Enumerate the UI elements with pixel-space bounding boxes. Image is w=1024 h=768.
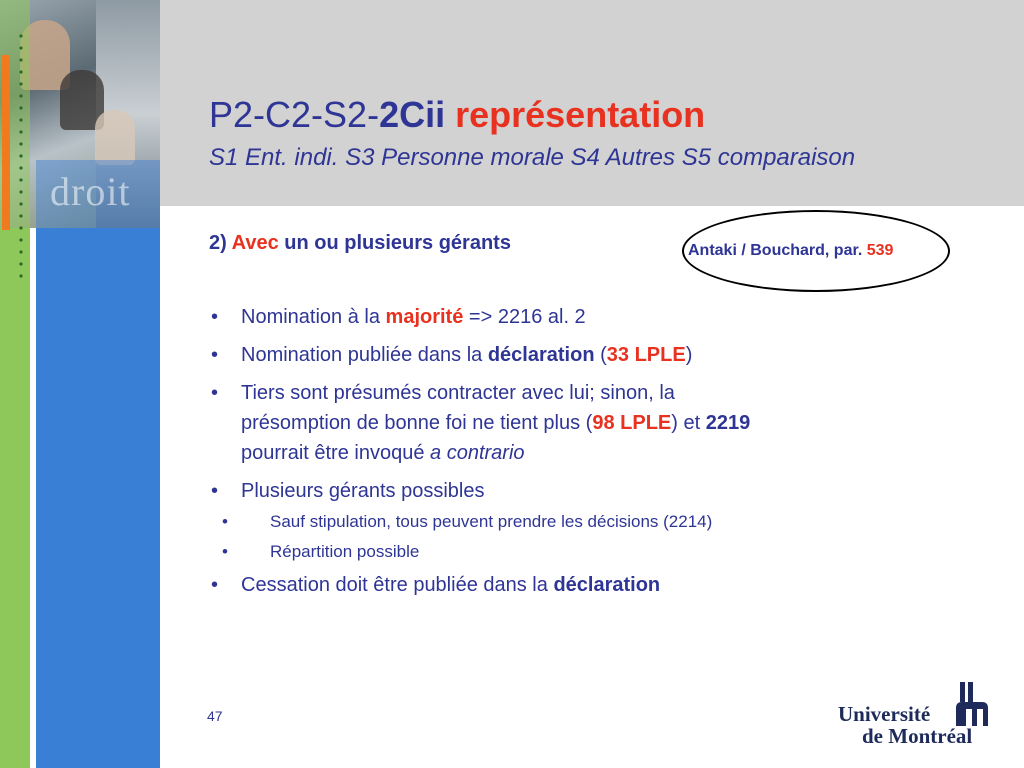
list-item: [206, 476, 906, 506]
bullet-reference: 33 LPLE: [606, 344, 686, 366]
bullet-emphasis: majorité: [385, 306, 464, 328]
list-item: [206, 340, 906, 370]
bullet-emphasis: déclaration: [487, 344, 595, 366]
bullet-text: pourrait être invoqué: [241, 442, 425, 464]
logo-text-line1: Université: [838, 702, 931, 726]
bullet-text: Répartition possible: [270, 542, 420, 561]
section-text: un ou plusieurs gérants: [284, 232, 511, 254]
list-item: [206, 302, 906, 332]
watermark: droit: [50, 169, 131, 214]
bullet-text: Nomination à la: [241, 306, 380, 328]
bullet-text: Plusieurs gérants possibles: [241, 480, 485, 502]
bullet-reference: 98 LPLE: [592, 412, 672, 434]
orange-accent-bar: [2, 55, 10, 230]
title-prefix: P2-C2-S2-: [209, 94, 380, 135]
title-topic: représentation: [455, 94, 706, 135]
sub-list-item: [206, 510, 906, 534]
slide-title: [209, 94, 705, 136]
bullet-text: Sauf stipulation, tous peuvent prendre les décisions (2214): [270, 512, 713, 531]
person-image: [95, 110, 135, 165]
section-heading: [209, 232, 511, 255]
bullet-text: Cessation doit être publiée dans la: [241, 574, 548, 596]
bullet-text: ) et: [671, 412, 701, 434]
reference-paragraph: 539: [866, 242, 894, 259]
bullet-text: Nomination publiée dans la: [241, 344, 483, 366]
bullet-list: [206, 302, 906, 608]
bullet-text: présomption de bonne foi ne tient plus (: [241, 412, 593, 434]
dotted-line: [19, 30, 23, 280]
reference-source: Antaki / Bouchard, par.: [688, 242, 863, 259]
udem-logo-icon: [952, 682, 992, 726]
section-number: 2): [209, 232, 227, 254]
bullet-emphasis: déclaration: [553, 574, 661, 596]
list-item: [206, 570, 906, 600]
university-logo: [836, 682, 996, 748]
bullet-latin: a contrario: [430, 442, 525, 464]
logo-text-line2: de Montréal: [862, 724, 973, 748]
reference-note: [688, 242, 893, 260]
bullet-text: => 2216 al. 2: [468, 306, 586, 328]
bullet-article: 2219: [705, 412, 751, 434]
section-highlight: Avec: [231, 232, 279, 254]
blue-band: [36, 228, 160, 768]
bullet-text: Tiers sont présumés contracter avec lui; sinon, la: [241, 382, 675, 404]
page-number: 47: [207, 708, 223, 724]
title-code: 2Cii: [379, 94, 446, 135]
bullet-text: ): [685, 344, 693, 366]
slide-subtitle: S1 Ent. indi. S3 Personne morale S4 Autres S5 comparaison: [209, 144, 856, 171]
list-item: [206, 378, 906, 468]
green-band: [0, 228, 30, 768]
sub-list-item: [206, 540, 906, 564]
bullet-text: (: [600, 344, 607, 366]
